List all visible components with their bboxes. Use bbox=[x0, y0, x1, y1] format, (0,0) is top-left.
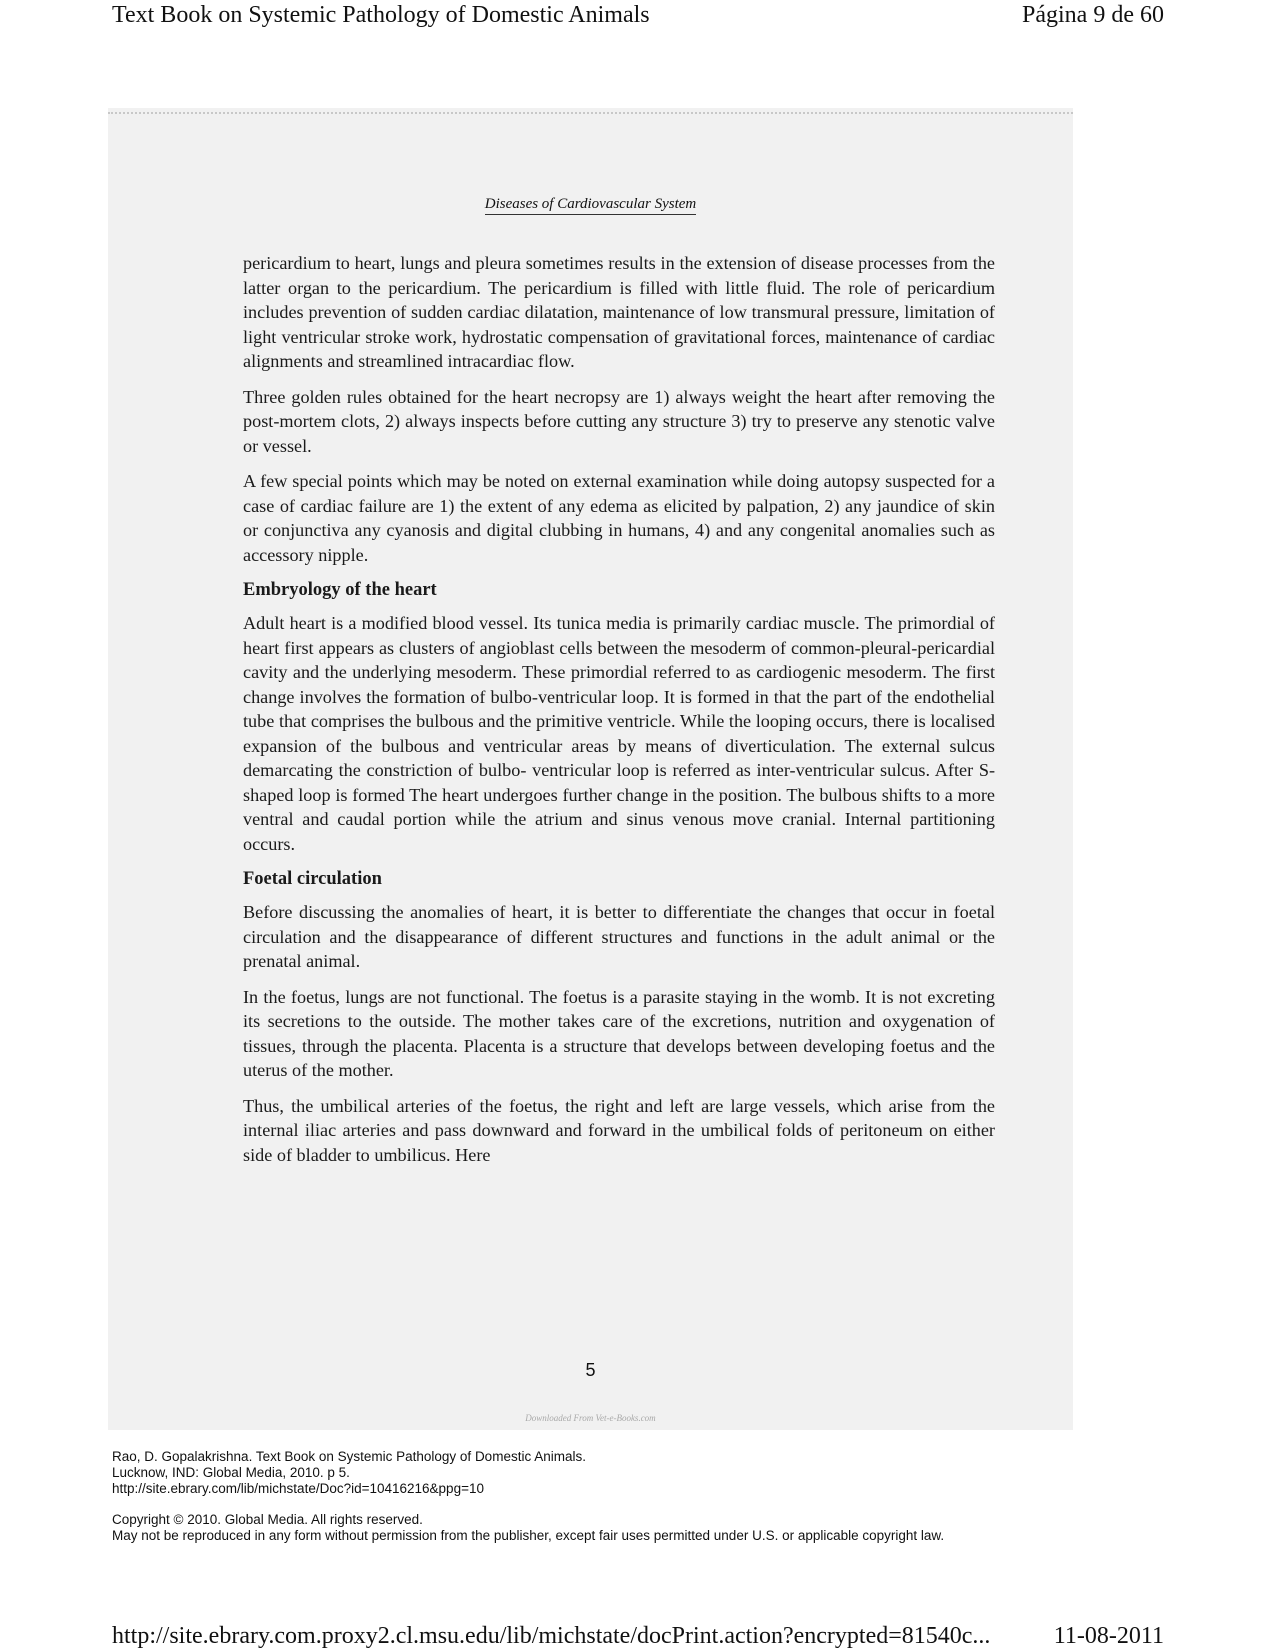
citation-line: Lucknow, IND: Global Media, 2010. p 5. bbox=[112, 1465, 350, 1480]
citation-block bbox=[112, 1449, 1112, 1497]
paragraph: Before discussing the anomalies of heart, it is better to differentiate the changes that occur in foetal circulation and the disappearance of different structures and functions in the adult animal or the prenatal animal. bbox=[243, 902, 995, 971]
copyright-line: Copyright © 2010. Global Media. All rights reserved. bbox=[112, 1512, 423, 1527]
document-title: Text Book on Systemic Pathology of Domestic Animals bbox=[112, 2, 650, 28]
paragraph: Thus, the umbilical arteries of the foetus, the right and left are large vessels, which arise from the internal iliac arteries and pass downward and forward in the umbilical folds of peritoneum on either side of bladder to umbilicus. Here bbox=[243, 1095, 995, 1165]
paragraph: Adult heart is a modified blood vessel. Its tunica media is primarily cardiac muscle. The primordial of heart first appears as clusters of angioblast cells between the mesoderm of common-pleural-pericardial cavity and the underlying mesoderm. These primordial referred to as cardiogenic mesoderm. The first change involves the formation of bulbo-ventricular loop. It is formed in that the part of the endothelial tube that comprises the bulbous and the primitive ventricle. While the looping occurs, there is localised expansion of the bulbous and ventricular areas by means of diverticulation. The external sulcus demarcating the constriction of bulbo- ventricular loop is referred as inter-ventricular sulcus. After S-shaped loop is formed The heart undergoes further change in the position. The bulbous shifts to a more ventral and caudal portion while the atrium and sinus venous move cranial. Internal partitioning occurs. bbox=[243, 613, 995, 854]
watermark: Downloaded From Vet-e-Books.com bbox=[525, 1413, 656, 1423]
scanned-book-page bbox=[108, 108, 1073, 1430]
citation-line: Rao, D. Gopalakrishna. Text Book on Systemic Pathology of Domestic Animals. bbox=[112, 1449, 586, 1464]
paragraph: In the foetus, lungs are not functional. The foetus is a parasite staying in the womb. It is not excreting its secretions to the outside. The mother takes care of the excretions, nutrition and oxygenation of tissues, through the placenta. Placenta is a structure that develops between developing foetus and the uterus of the mother. bbox=[243, 986, 995, 1080]
paragraph: Three golden rules obtained for the heart necropsy are 1) always weight the heart after removing the post-mortem clots, 2) always inspects before cutting any structure 3) try to preserve any stenotic valve or vessel. bbox=[243, 386, 995, 456]
paragraph: pericardium to heart, lungs and pleura sometimes results in the extension of disease processes from the latter organ to the pericardium. The pericardium is filled with little fluid. The role of pericardium includes prevention of sudden cardiac dilatation, maintenance of low transmural pressure, limitation of light ventricular stroke work, hydrostatic compensation of gravitational forces, maintenance of cardiac alignments and streamlined intracardiac flow. bbox=[243, 253, 995, 371]
running-head bbox=[108, 196, 1073, 213]
section-heading: Embryology of the heart bbox=[243, 580, 437, 600]
paragraph: A few special points which may be noted on external examination while doing autopsy suspected for a case of cardiac failure are 1) the extent of any edema as elicited by palpation, 2) any jaundice of skin or conjunctiva any cyanosis and digital clubbing in humans, 4) and any congenital anomalies such as accessory nipple. bbox=[243, 471, 995, 565]
copyright-block bbox=[112, 1512, 1072, 1544]
running-head-text: Diseases of Cardiovascular System bbox=[485, 196, 697, 215]
citation-link[interactable]: http://site.ebrary.com/lib/michstate/Doc?id=10416216&ppg=10 bbox=[112, 1481, 484, 1496]
section-heading: Foetal circulation bbox=[243, 869, 382, 889]
print-footer bbox=[112, 1622, 1164, 1650]
page-url: http://site.ebrary.com.proxy2.cl.msu.edu/lib/michstate/docPrint.action?encrypted=81540c... bbox=[112, 1623, 991, 1649]
book-page-number: 5 bbox=[585, 1360, 596, 1380]
page-counter: Página 9 de 60 bbox=[1022, 2, 1164, 28]
dotted-divider bbox=[108, 112, 1073, 114]
copyright-line: May not be reproduced in any form without permission from the publisher, except fair uses permitted under U.S. or applicable copyright law. bbox=[112, 1528, 945, 1543]
book-body-text bbox=[243, 251, 995, 1178]
print-header bbox=[112, 0, 1164, 30]
print-date: 11-08-2011 bbox=[1053, 1623, 1164, 1649]
